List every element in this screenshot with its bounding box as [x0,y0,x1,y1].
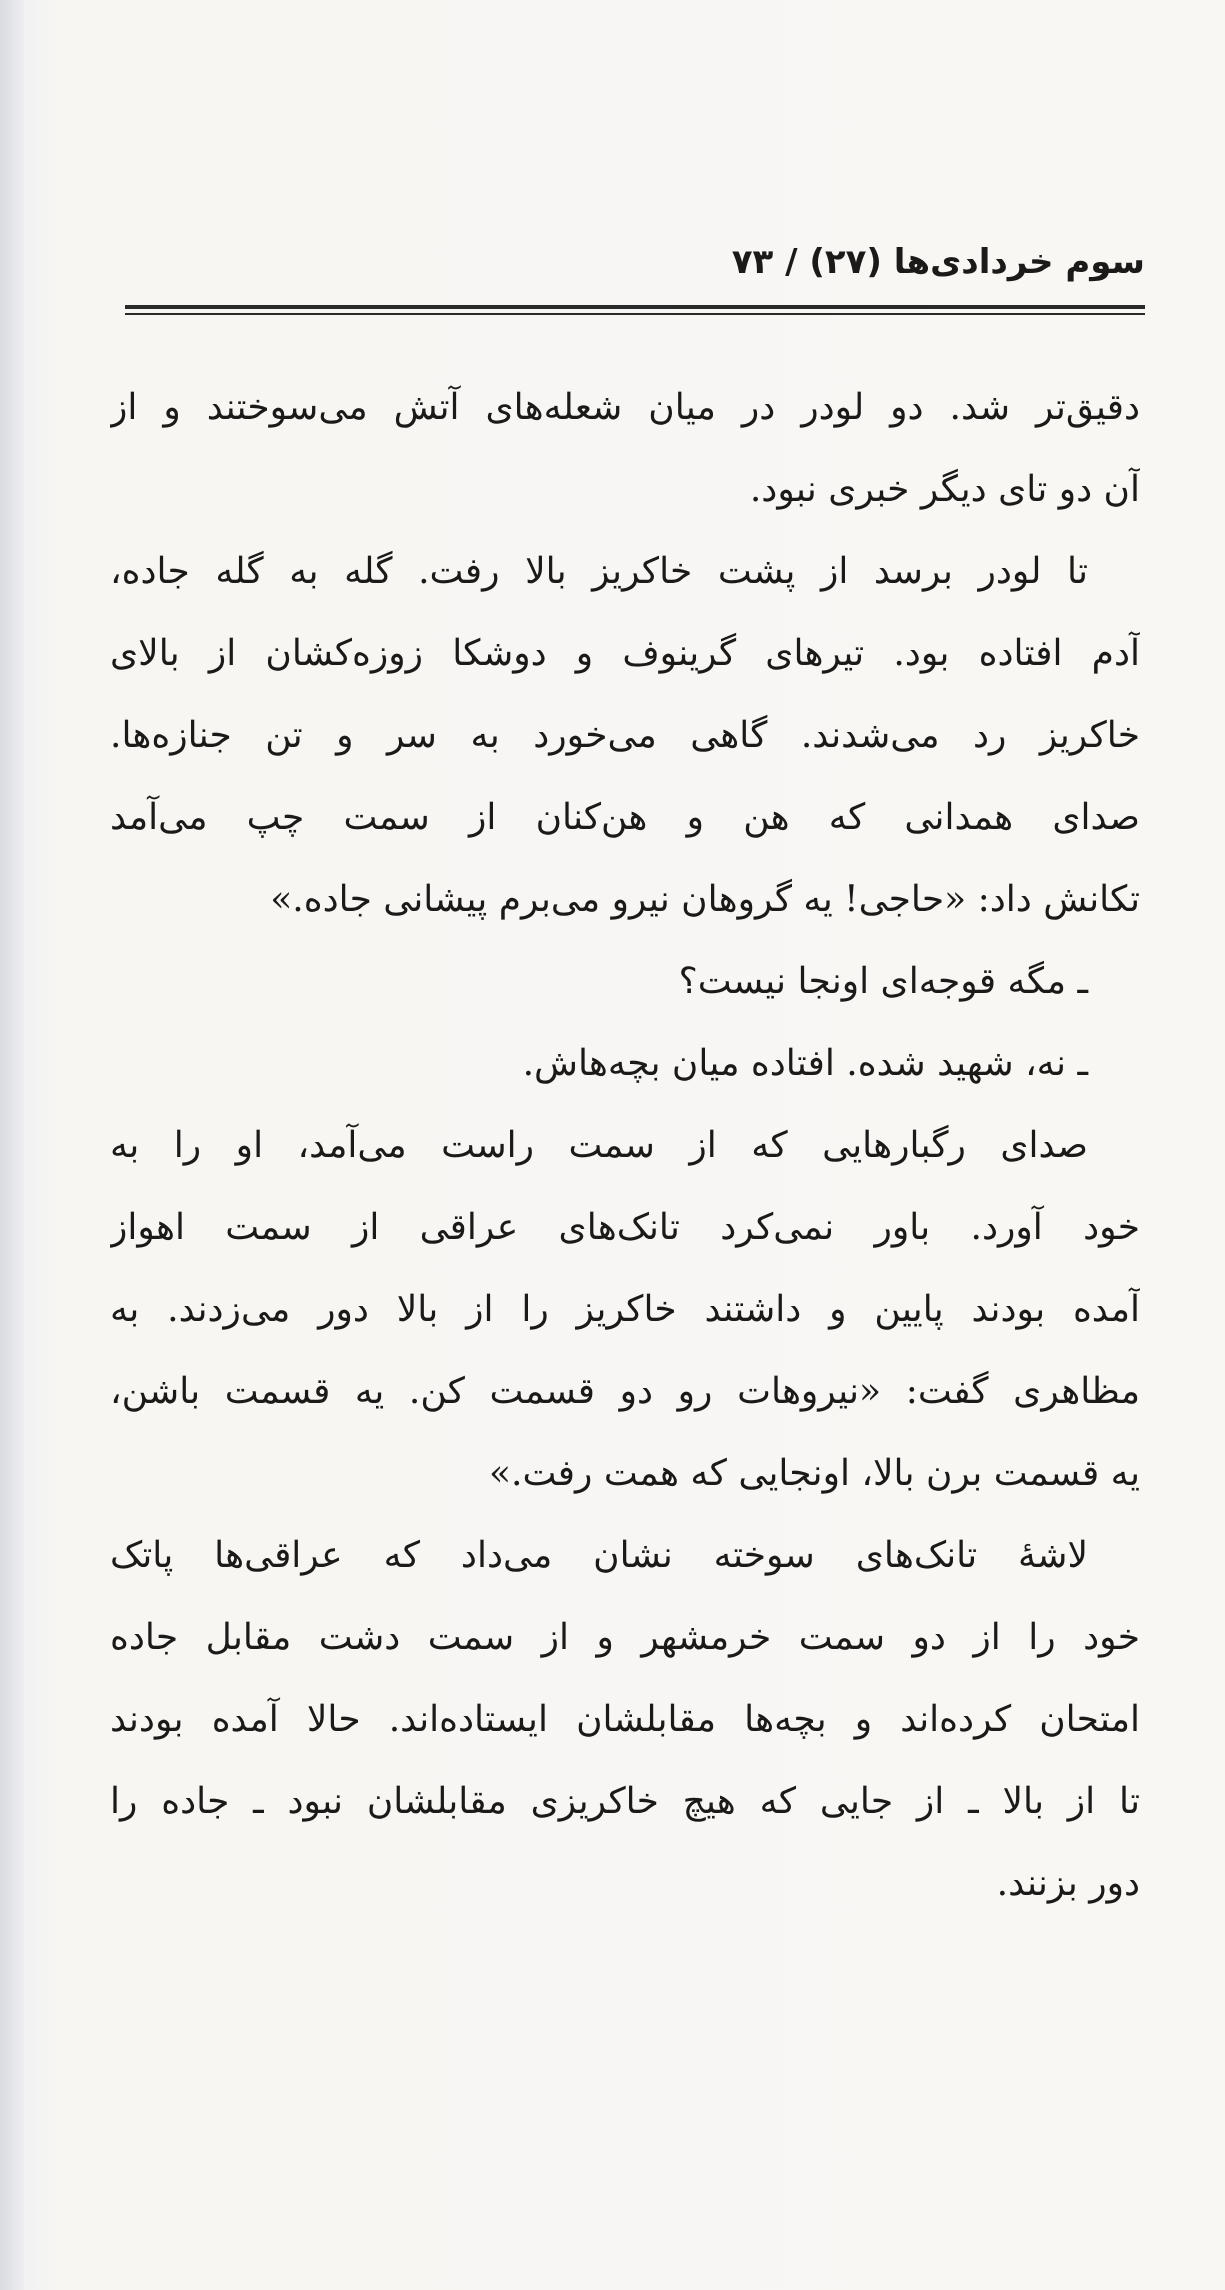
text-line: آدم افتاده بود. تیرهای گرینوف و دوشکا زوزه‌کشان از بالای [110,633,1140,674]
text-line: تا از بالا ـ از جایی که هیچ خاکریزی مقابلشان نبود ـ جاده را [110,1781,1140,1822]
running-header: سوم خردادی‌ها (۲۷) / ۷۳ [731,242,1145,282]
dialogue-line: ـ مگه قوجه‌ای اونجا نیست؟ [678,961,1088,1002]
header-rule-thick [125,305,1145,309]
text-line: تکانش داد: «حاجی! یه گروهان نیرو می‌برم پیشانی جاده.» [270,879,1140,920]
text-line: دقیق‌تر شد. دو لودر در میان شعله‌های آتش می‌سوختند و از [110,387,1140,428]
text-line: خود آورد. باور نمی‌کرد تانک‌های عراقی از سمت اهواز [110,1207,1140,1248]
text-line: آن دو تای دیگر خبری نبود. [749,469,1140,510]
header-rule-thin [125,313,1145,315]
dialogue-line: ـ نه، شهید شده. افتاده میان بچه‌هاش. [522,1043,1088,1084]
text-line: آمده بودند پایین و داشتند خاکریز را از بالا دور می‌زدند. به [110,1289,1140,1330]
text-line: مظاهری گفت: «نیروهات رو دو قسمت کن. یه قسمت باشن، [110,1371,1140,1412]
page-gutter [0,0,24,2290]
text-line: لاشهٔ تانک‌های سوخته نشان می‌داد که عراقی‌ها پاتک [110,1535,1088,1576]
text-line: امتحان کرده‌اند و بچه‌ها مقابلشان ایستاده‌اند. حالا آمده بودند [110,1699,1140,1740]
text-line: تا لودر برسد از پشت خاکریز بالا رفت. گله به گله جاده، [110,551,1088,592]
text-line: دور بزنند. [996,1863,1140,1904]
text-line: خود را از دو سمت خرمشهر و از سمت دشت مقابل جاده [110,1617,1140,1658]
text-line: صدای رگبارهایی که از سمت راست می‌آمد، او را به [110,1125,1088,1166]
text-line: صدای همدانی که هن و هن‌کنان از سمت چپ می‌آمد [110,797,1140,838]
text-line: خاکریز رد می‌شدند. گاهی می‌خورد به سر و تن جنازه‌ها. [110,715,1140,756]
text-line: یه قسمت برن بالا، اونجایی که همت رفت.» [488,1453,1140,1494]
